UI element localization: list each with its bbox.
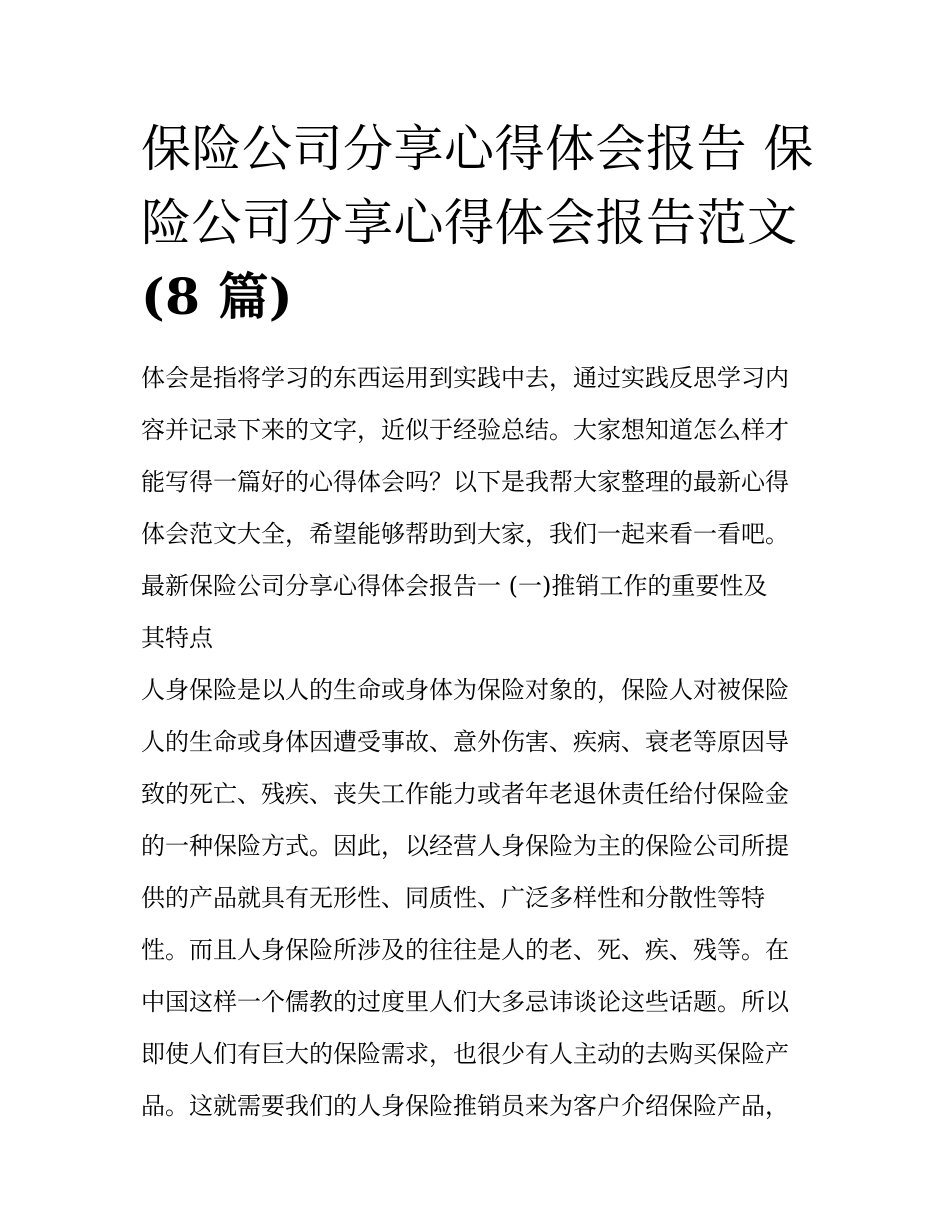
para-line-9: 品。这就需要我们的人身保险推销员来为客户介绍保险产品， — [141, 1092, 789, 1120]
intro-paragraph — [141, 352, 821, 664]
para-line-4: 的一种保险方式。因此，以经营人身保险为主的保险公司所提 — [141, 832, 789, 860]
intro-line-4: 体会范文大全，希望能够帮助到大家，我们一起来看一看吧。 — [141, 520, 789, 548]
intro-line-6: 其特点 — [141, 624, 213, 652]
para-line-7: 中国这样一个儒教的过度里人们大多忌讳谈论这些话题。所以 — [141, 988, 789, 1016]
para-line-2: 人的生命或身体因遭受事故、意外伤害、疾病、衰老等原因导 — [141, 728, 789, 756]
title-line-2: 险公司分享心得体会报告范文 — [141, 194, 798, 252]
intro-line-2: 容并记录下来的文字，近似于经验总结。大家想知道怎么样才 — [141, 416, 789, 444]
body-paragraph — [141, 664, 821, 1132]
para-line-6: 性。而且人身保险所涉及的往往是人的老、死、疾、残等。在 — [141, 936, 789, 964]
para-line-3: 致的死亡、残疾、丧失工作能力或者年老退休责任给付保险金 — [141, 780, 789, 808]
title-line-3: (8 篇) — [141, 267, 294, 326]
para-line-8: 即使人们有巨大的保险需求，也很少有人主动的去购买保险产 — [141, 1040, 789, 1068]
para-line-5: 供的产品就具有无形性、同质性、广泛多样性和分散性等特 — [141, 884, 765, 912]
intro-line-3: 能写得一篇好的心得体会吗？以下是我帮大家整理的最新心得 — [141, 468, 789, 496]
para-line-1: 人身保险是以人的生命或身体为保险对象的，保险人对被保险 — [141, 676, 789, 704]
intro-line-5: 最新保险公司分享心得体会报告一 (一)推销工作的重要性及 — [141, 572, 768, 600]
intro-line-1: 体会是指将学习的东西运用到实践中去，通过实践反思学习内 — [141, 364, 789, 392]
title-line-1: 保险公司分享心得体会报告 保 — [141, 120, 814, 178]
document-title — [141, 112, 821, 334]
